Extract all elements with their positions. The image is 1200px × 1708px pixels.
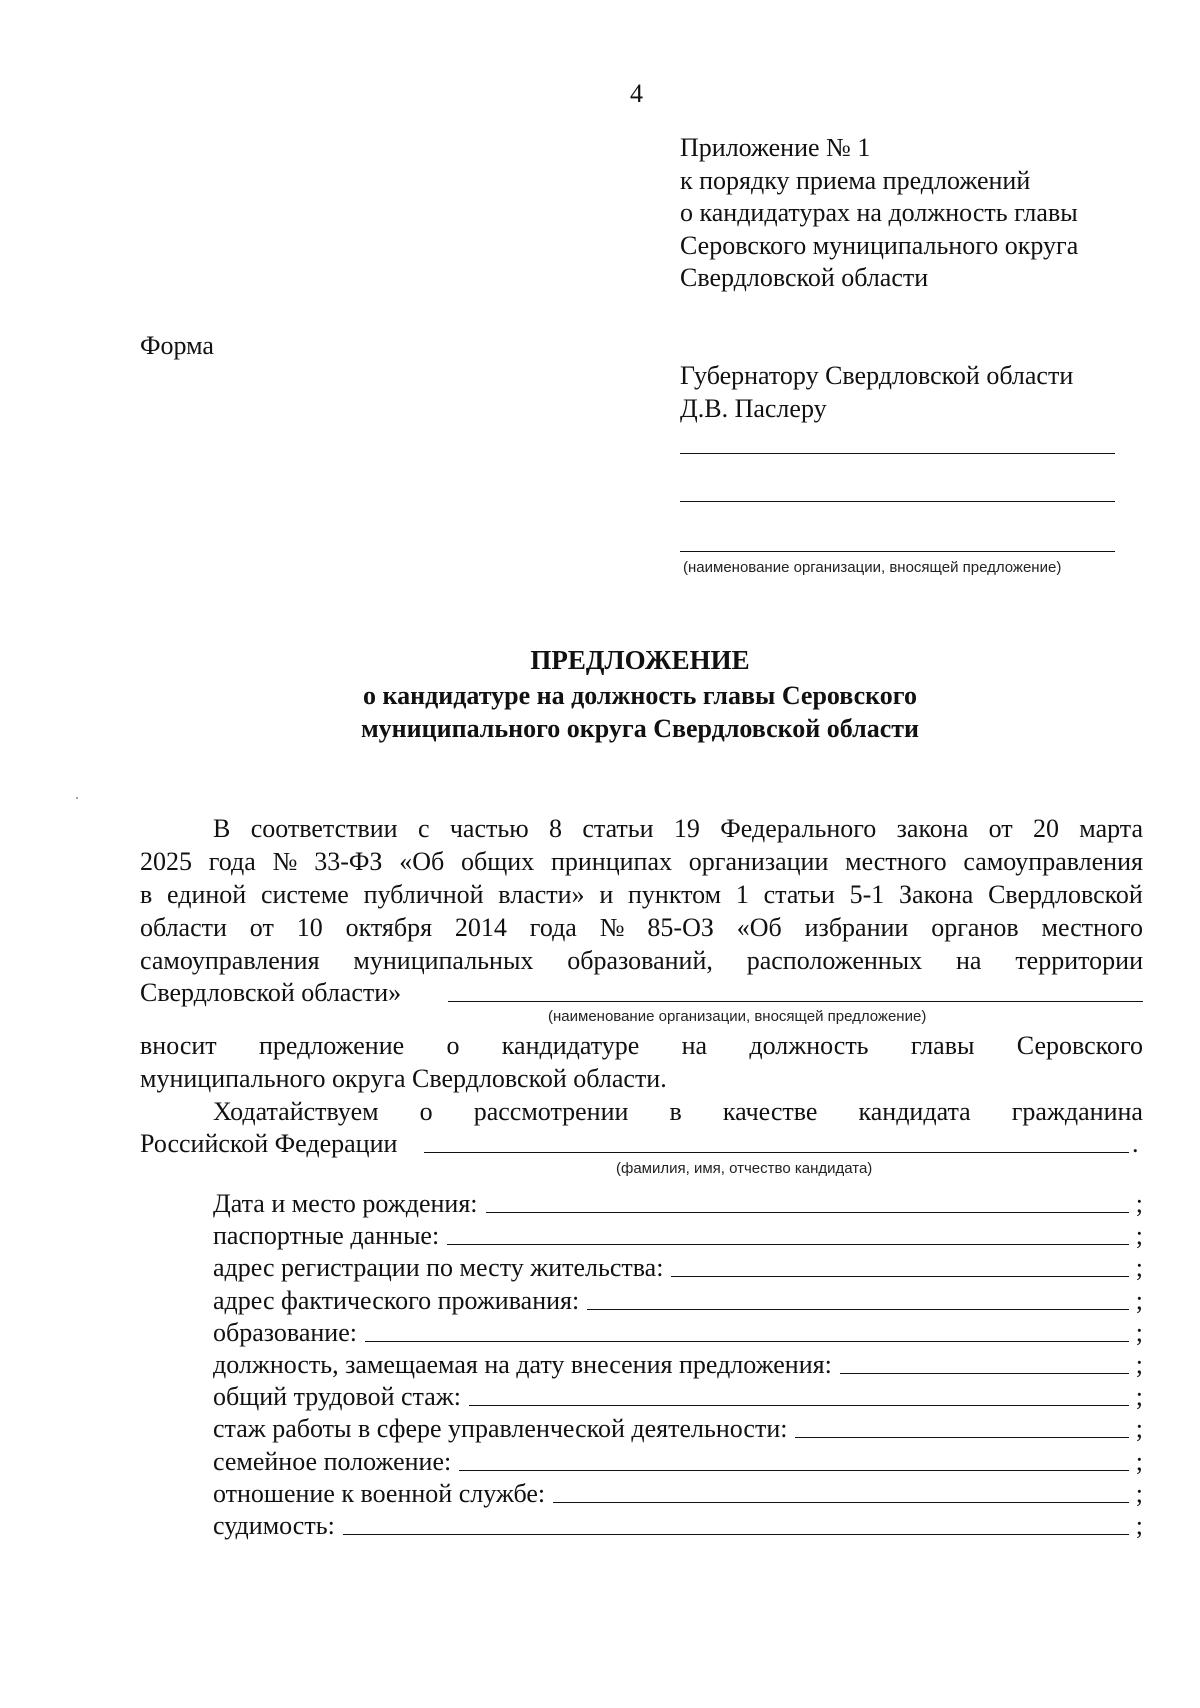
organization-blank-line[interactable] (448, 1001, 1143, 1002)
word: Ходатайствуем (213, 1097, 379, 1126)
word: года (208, 847, 256, 876)
candidate-field-row (213, 1446, 1143, 1478)
candidate-field-blank-line[interactable] (213, 1534, 1129, 1535)
word: территории (1015, 946, 1143, 975)
word: от (988, 814, 1013, 843)
candidate-field-end: ; (1135, 1221, 1143, 1251)
word: статьи (763, 880, 835, 909)
candidate-field-row (213, 1220, 1143, 1252)
candidate-field-label: должность, замещаемая на дату внесения предложения: (213, 1349, 840, 1381)
candidate-field-label: судимость: (213, 1510, 343, 1542)
addressee-blank-line-1[interactable] (680, 453, 1115, 454)
word: предложение (258, 1031, 405, 1060)
word: Свердловской (988, 880, 1143, 909)
word: органов (931, 913, 1019, 942)
word: должность (749, 1031, 869, 1060)
paragraph-1-lines (140, 812, 1143, 977)
word: № (599, 913, 625, 942)
word: 10 (296, 913, 323, 942)
candidate-field-row (213, 1188, 1143, 1220)
word: закона (896, 814, 969, 843)
word: и (599, 880, 614, 909)
word: самоуправления (963, 847, 1143, 876)
candidate-field-end: ; (1135, 1350, 1143, 1379)
candidate-field-row (213, 1381, 1143, 1413)
word: о (446, 1031, 460, 1060)
candidate-field-label: стаж работы в сфере управленческой деятельности: (213, 1413, 795, 1445)
word: расположенных (746, 946, 923, 975)
word: самоуправления (140, 946, 320, 975)
word: пунктом (627, 880, 722, 909)
word: избрании (804, 913, 909, 942)
word: Федерального (720, 814, 877, 843)
word: рассмотрении (473, 1097, 629, 1126)
word: публичной (363, 880, 484, 909)
paragraph-3-line (213, 1096, 1143, 1128)
addressee-caption: (наименование организации, вносящей предложение) (683, 559, 1062, 576)
word: на (681, 1031, 708, 1060)
candidate-field-end: ; (1135, 1478, 1143, 1508)
candidate-field-end: ; (1135, 1189, 1143, 1218)
word: главы (910, 1031, 975, 1060)
word: 1 (735, 880, 749, 909)
word: 2025 (140, 847, 192, 876)
word: 19 (673, 814, 700, 843)
candidate-field-label: паспортные данные: (213, 1220, 447, 1252)
document-subtitle-line: о кандидатуре на должность главы Серовского (363, 681, 917, 710)
paragraph-1-line (140, 878, 1143, 911)
appendix-block (680, 132, 1078, 295)
paragraph-1-last: Свердловской области» (140, 978, 402, 1007)
organization-caption: (наименование организации, вносящей предложение) (548, 1008, 927, 1025)
word: «Об (399, 847, 445, 876)
candidate-field-label: адрес фактического проживания: (213, 1285, 587, 1317)
candidate-field-row (213, 1252, 1143, 1284)
word: марта (1079, 814, 1143, 843)
word: октября (345, 913, 433, 942)
candidate-field-end: ; (1135, 1382, 1143, 1412)
word: «Об (736, 913, 782, 942)
paragraph-1-line (140, 911, 1143, 944)
word: вносит (140, 1031, 217, 1060)
paragraph-3-end: . (1132, 1129, 1139, 1158)
word: 8 (549, 814, 562, 843)
word: системе (260, 880, 349, 909)
candidate-field-end: ; (1135, 1446, 1143, 1476)
word: качестве (722, 1097, 818, 1126)
word: 33-ФЗ (314, 847, 383, 876)
addressee-blank-line-2[interactable] (680, 501, 1115, 502)
form-label: Форма (140, 331, 214, 360)
candidate-field-row (213, 1510, 1143, 1542)
paragraph-3-line: Российской Федерации (140, 1129, 398, 1158)
addressee-line: Губернатору Свердловской области (680, 361, 1074, 390)
word: кандидата (858, 1097, 971, 1126)
paragraph-1-line (140, 944, 1143, 977)
word: власти» (498, 880, 585, 909)
word: 85-ОЗ (647, 913, 714, 942)
word: В (213, 814, 231, 843)
word: единой (167, 880, 247, 909)
word: принципах (550, 847, 672, 876)
candidate-field-label: адрес регистрации по месту жительства: (213, 1252, 671, 1284)
candidate-field-row (213, 1317, 1143, 1349)
word: соответствии (250, 814, 398, 843)
addressee-block (680, 360, 1073, 425)
addressee-line: Д.В. Паслеру (680, 393, 827, 423)
scan-dot (76, 797, 78, 799)
candidate-field-row (213, 1478, 1143, 1510)
candidate-field-row (213, 1285, 1143, 1317)
candidate-field-label: образование: (213, 1317, 365, 1349)
word: 20 (1032, 814, 1059, 843)
candidate-field-label: Дата и место рождения: (213, 1188, 486, 1220)
candidate-field-end: ; (1135, 1414, 1143, 1444)
word: от (249, 913, 274, 942)
document-title: ПРЕДЛОЖЕНИЕ (530, 645, 750, 675)
word: Закона (899, 880, 974, 909)
word: 2014 (454, 913, 507, 942)
page-number: 4 (630, 79, 643, 108)
appendix-line: о кандидатурах на должность главы (680, 198, 1078, 227)
word: 5-1 (849, 880, 885, 909)
candidate-field-end: ; (1135, 1253, 1143, 1283)
candidate-field-end: ; (1135, 1285, 1143, 1315)
appendix-line: к порядку приема предложений (680, 165, 1031, 195)
candidate-field-row (213, 1349, 1143, 1381)
word: Серовского (1016, 1031, 1143, 1060)
word: муниципальных (353, 946, 534, 975)
candidate-field-label: семейное положение: (213, 1446, 459, 1478)
word: организации (688, 847, 829, 876)
paragraph-1-line (140, 812, 1143, 845)
word: местного (1041, 913, 1143, 942)
word: области (140, 913, 227, 942)
word: № (272, 847, 298, 876)
word: о (419, 1097, 433, 1126)
word: общих (461, 847, 535, 876)
word: статьи (582, 814, 654, 843)
word: кандидатуре (501, 1031, 640, 1060)
word: в (140, 880, 153, 909)
paragraph-1 (140, 812, 1143, 977)
paragraph-2-line (140, 1030, 1143, 1062)
word: года (529, 913, 577, 942)
candidate-field-end: ; (1135, 1511, 1143, 1540)
appendix-line: Серовского муниципального округа (680, 230, 1079, 260)
candidate-field-end: ; (1135, 1317, 1143, 1347)
word: местного (845, 847, 947, 876)
word: в (669, 1097, 682, 1126)
addressee-blank-line-3[interactable] (680, 551, 1115, 552)
word: с (417, 814, 430, 843)
paragraph-1-line (140, 845, 1143, 878)
candidate-field-label: отношение к военной службе: (213, 1478, 553, 1510)
paragraph-2-line: муниципального округа Свердловской области. (140, 1064, 667, 1093)
word: гражданина (1011, 1097, 1143, 1126)
appendix-line: Приложение № 1 (680, 133, 871, 162)
candidate-blank-line[interactable] (424, 1152, 1129, 1153)
document-subtitle-line: муниципального округа Свердловской области (360, 714, 920, 743)
appendix-line: Свердловской области (680, 263, 929, 292)
word: образований, (567, 946, 713, 975)
candidate-caption: (фамилия, имя, отчество кандидата) (616, 1160, 873, 1177)
candidate-field-row (213, 1413, 1143, 1445)
word: на (956, 946, 982, 975)
word: частью (449, 814, 529, 843)
candidate-field-label: общий трудовой стаж: (213, 1381, 469, 1413)
